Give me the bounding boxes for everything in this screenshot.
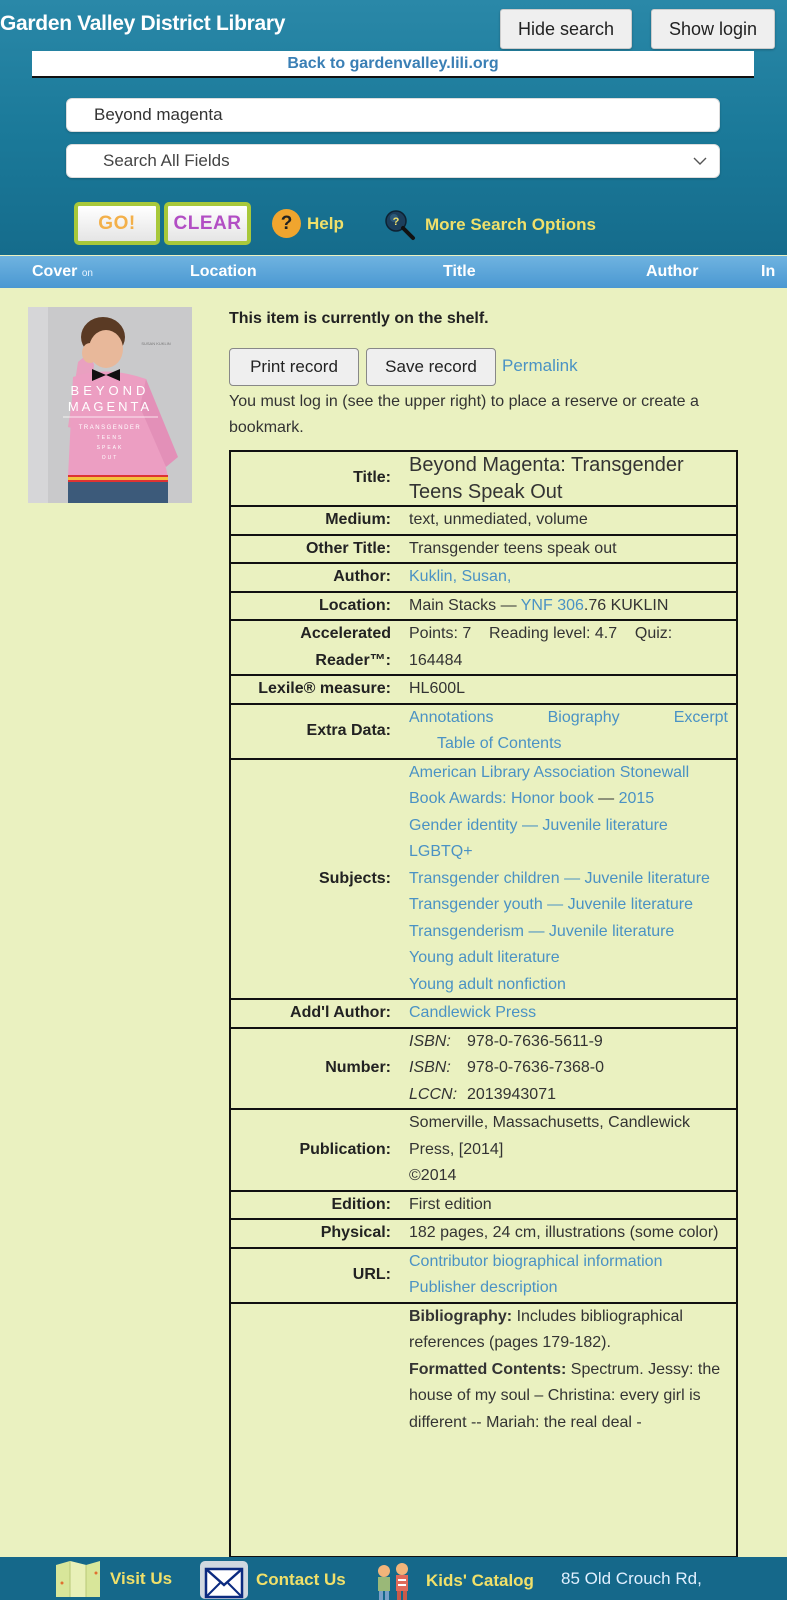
cover-sub-teens: TEENS	[96, 435, 124, 441]
contents-note	[409, 1357, 728, 1437]
clear-button[interactable]: CLEAR	[164, 202, 251, 245]
medium-value: text, unmediated, volume	[401, 506, 737, 535]
author-link[interactable]: Kuklin, Susan,	[409, 568, 512, 585]
search-field-select[interactable]	[66, 144, 720, 178]
more-search-options-label: More Search Options	[425, 215, 596, 234]
site-footer	[0, 1557, 787, 1600]
subject-item	[409, 945, 728, 972]
number-type: ISBN:	[409, 1032, 451, 1050]
location-label: Location:	[230, 592, 401, 621]
number-type: ISBN:	[409, 1059, 451, 1076]
cover-title-line1: BEYOND	[70, 383, 150, 398]
publication-line: Somerville, Massachusetts, Candlewick Press, [2014]	[409, 1114, 690, 1158]
visit-us-label: Visit Us	[110, 1569, 173, 1588]
number-item	[409, 1082, 728, 1109]
help-link[interactable]	[272, 209, 344, 238]
column-author[interactable]: Author	[646, 263, 699, 280]
column-title[interactable]: Title	[443, 263, 476, 280]
number-value: 2013943071	[467, 1085, 556, 1103]
row-physical	[230, 1219, 737, 1248]
subject-link[interactable]: LGBTQ+	[409, 843, 473, 860]
chevron-down-icon	[693, 154, 707, 168]
addl-author-label: Add'l Author:	[230, 999, 401, 1028]
row-medium	[230, 506, 737, 535]
lexile-value: HL600L	[401, 675, 737, 704]
contributor-info-link[interactable]: Contributor biographical information	[409, 1252, 663, 1270]
physical-label: Physical:	[230, 1219, 401, 1248]
number-item	[409, 1029, 728, 1056]
subject-item: American Library Association Stonewall Book Awards: Honor book — 2015	[409, 763, 690, 807]
cover-art	[28, 307, 192, 503]
search-input[interactable]	[66, 98, 720, 132]
row-title	[230, 451, 737, 506]
physical-value: 182 pages, 24 cm, illustrations (some color)	[401, 1219, 737, 1248]
row-url	[230, 1248, 737, 1303]
table-of-contents-link[interactable]: Table of Contents	[437, 735, 562, 752]
contact-us-label: Contact Us	[256, 1570, 346, 1589]
svg-text:?: ?	[392, 216, 400, 228]
help-question-icon: ?	[272, 209, 301, 238]
contents-label: Formatted Contents:	[409, 1360, 567, 1378]
number-label: Number:	[230, 1028, 401, 1110]
subject-sub-link[interactable]: Juvenile literature	[584, 869, 710, 887]
row-author	[230, 563, 737, 592]
cover-sub-out: OUT	[101, 455, 119, 461]
kids-catalog-link[interactable]	[370, 1561, 534, 1600]
bibliography-label: Bibliography:	[409, 1307, 513, 1325]
print-record-button[interactable]: Print record	[229, 348, 359, 386]
row-location	[230, 592, 737, 621]
biography-link[interactable]: Biography	[547, 708, 620, 726]
publisher-description-link[interactable]: Publisher description	[409, 1279, 558, 1296]
row-addl-author	[230, 999, 737, 1028]
subject-item: Gender identity — Juvenile literature	[409, 816, 668, 834]
kids-icon	[370, 1561, 418, 1600]
back-link-bar	[32, 51, 754, 78]
contents-value: Spectrum. Jessy: the house of my soul – Christina: every girl is different -- Mariah: the real deal -	[409, 1360, 721, 1431]
cover-credit: SUSAN KUKLIN	[141, 341, 171, 346]
availability-status: This item is currently on the shelf.	[229, 310, 489, 327]
author-label: Author:	[230, 563, 401, 592]
number-item	[409, 1055, 728, 1082]
location-prefix: Main Stacks —	[409, 596, 521, 614]
permalink-link[interactable]: Permalink	[502, 356, 578, 375]
subject-link[interactable]: Transgender children	[409, 869, 560, 887]
more-search-options-link[interactable]	[383, 209, 596, 241]
number-value: 978-0-7636-5611-9	[467, 1032, 603, 1050]
back-to-site-link[interactable]: Back to gardenvalley.lili.org	[287, 54, 499, 72]
magnifier-question-icon	[383, 209, 417, 241]
annotations-link[interactable]: Annotations	[409, 708, 494, 726]
subject-item	[409, 972, 728, 999]
number-type: LCCN:	[409, 1085, 458, 1103]
addl-author-link[interactable]: Candlewick Press	[409, 1004, 537, 1021]
copyright-line: ©2014	[409, 1167, 457, 1184]
subject-item: Transgenderism — Juvenile literature	[409, 922, 675, 940]
row-other-title	[230, 535, 737, 564]
bibliography-value: Includes bibliographical references (pages 179-182).	[409, 1307, 683, 1351]
edition-value: First edition	[401, 1191, 737, 1220]
subject-link[interactable]: American Library Association Stonewall Book Awards: Honor book	[409, 763, 690, 807]
subject-link[interactable]: Transgenderism	[409, 922, 525, 940]
subject-item	[409, 839, 728, 866]
kids-catalog-label: Kids' Catalog	[426, 1571, 534, 1590]
excerpt-link[interactable]: Excerpt	[673, 708, 728, 726]
row-number	[230, 1028, 737, 1110]
login-note: You must log in (see the upper right) to place a reserve or create a bookmark.	[229, 393, 699, 436]
contact-us-link[interactable]	[200, 1561, 346, 1599]
bibliography-note	[409, 1304, 728, 1357]
search-field-selected: Search All Fields	[103, 151, 230, 170]
subject-sub-link[interactable]: 2015	[618, 790, 655, 807]
show-login-button[interactable]: Show login	[651, 9, 775, 49]
title-value: Beyond Magenta: Transgender Teens Speak Out	[409, 454, 684, 503]
column-cover[interactable]: Cover on	[32, 263, 93, 280]
site-header	[0, 0, 787, 255]
number-value: 978-0-7636-7368-0	[467, 1059, 604, 1076]
go-button[interactable]: GO!	[74, 202, 160, 245]
row-extra-data	[230, 704, 737, 759]
row-subjects	[230, 759, 737, 1000]
column-location[interactable]: Location	[190, 263, 257, 280]
row-lexile	[230, 675, 737, 704]
cover-sub-speak: SPEAK	[96, 445, 124, 451]
other-title-value: Transgender teens speak out	[401, 535, 737, 564]
subject-link[interactable]: Transgender youth	[409, 896, 543, 913]
publication-label: Publication:	[230, 1109, 401, 1191]
record-details-table	[229, 450, 738, 1558]
medium-label: Medium:	[230, 506, 401, 535]
location-suffix: .76 KUKLIN	[583, 596, 669, 614]
url-label: URL:	[230, 1248, 401, 1303]
cover-toggle[interactable]: on	[81, 268, 93, 279]
row-edition	[230, 1191, 737, 1220]
subjects-label: Subjects:	[230, 759, 401, 1000]
other-title-label: Other Title:	[230, 535, 401, 564]
map-icon	[54, 1561, 102, 1597]
subject-link[interactable]: Young adult nonfiction	[409, 975, 566, 993]
edition-label: Edition:	[230, 1191, 401, 1220]
subject-link[interactable]: Young adult literature	[409, 949, 560, 966]
subject-link[interactable]: Gender identity	[409, 816, 518, 834]
help-label: Help	[307, 213, 344, 233]
subject-sub-link[interactable]: Juvenile literature	[542, 816, 668, 834]
subject-sub-link[interactable]: Juvenile literature	[567, 896, 694, 913]
ar-label: Accelerated Reader™:	[230, 620, 401, 675]
row-notes	[230, 1303, 737, 1558]
cover-title-line2: MAGENTA	[67, 399, 153, 414]
visit-us-link[interactable]	[54, 1561, 172, 1597]
call-number-link[interactable]: YNF 306	[520, 596, 584, 614]
hide-search-button[interactable]: Hide search	[500, 9, 632, 49]
save-record-button[interactable]: Save record	[366, 348, 496, 386]
mail-icon	[200, 1561, 248, 1599]
subject-item: Transgender children — Juvenile literature	[409, 869, 710, 887]
row-accelerated-reader	[230, 620, 737, 675]
extra-data-label: Extra Data:	[230, 704, 401, 759]
library-address: 85 Old Crouch Rd,	[561, 1569, 702, 1588]
subject-item: Transgender youth — Juvenile literature	[409, 896, 694, 913]
lexile-label: Lexile® measure:	[230, 675, 401, 704]
results-column-header	[0, 256, 787, 288]
site-title: Garden Valley District Library	[0, 12, 286, 35]
subject-sub-link[interactable]: Juvenile literature	[548, 922, 675, 940]
cover-subtitle: TRANSGENDER	[78, 425, 142, 431]
subjects-list	[401, 759, 737, 1000]
ar-value: Points: 7 Reading level: 4.7 Quiz: 164484	[401, 620, 737, 675]
title-label: Title:	[353, 469, 391, 487]
row-publication	[230, 1109, 737, 1191]
book-cover-image[interactable]	[28, 307, 192, 503]
column-in[interactable]: In	[761, 263, 776, 280]
